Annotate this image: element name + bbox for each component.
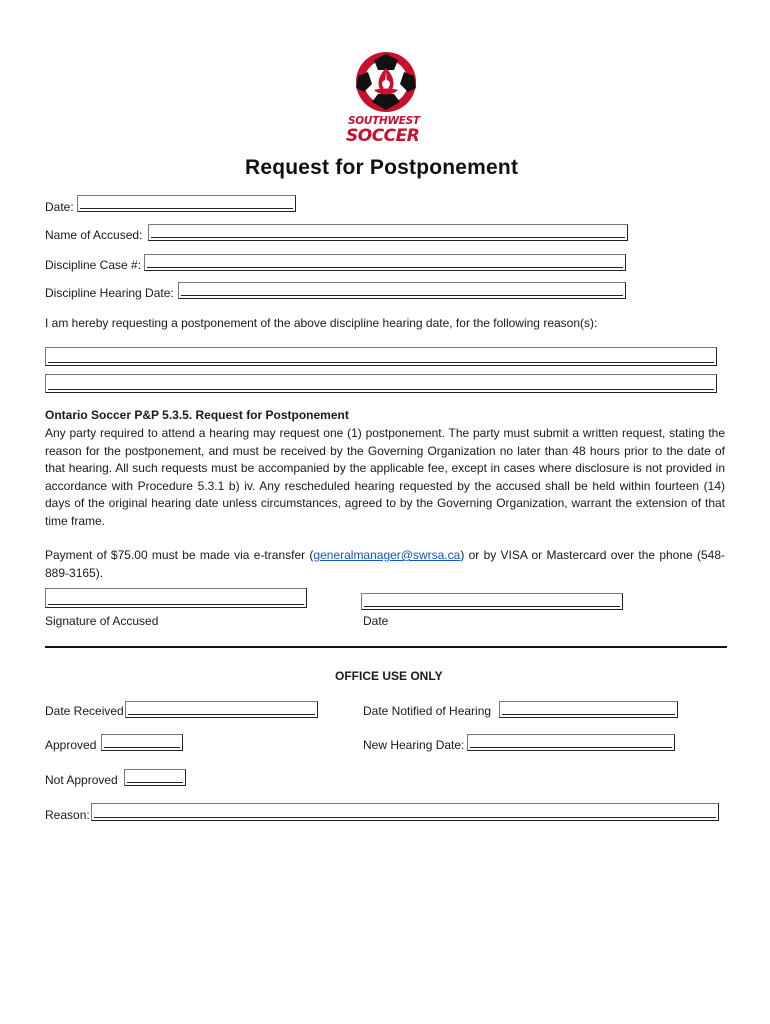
signature-date-field[interactable] — [361, 593, 623, 610]
payment-email-link[interactable]: generalmanager@swrsa.ca — [313, 548, 461, 562]
office-reason-field[interactable] — [91, 803, 719, 821]
hearing-date-label: Discipline Hearing Date: — [45, 286, 174, 300]
discipline-case-label: Discipline Case #: — [45, 258, 142, 272]
new-hearing-date-field[interactable] — [467, 734, 675, 751]
payment-prefix: Payment of $75.00 must be made via e-transfer ( — [45, 548, 314, 562]
payment-suffix: ) or by VISA or Mastercard over the phone (548-889-3165). — [45, 548, 726, 580]
signature-label: Signature of Accused — [45, 614, 159, 628]
office-reason-label: Reason: — [45, 808, 90, 822]
section-divider — [45, 646, 727, 648]
date-received-label: Date Received — [45, 704, 124, 718]
request-statement: I am hereby requesting a postponement of the above discipline hearing date, for the following reason(s): — [45, 316, 598, 330]
new-hearing-date-label: New Hearing Date: — [363, 738, 465, 752]
reason-line-1[interactable] — [45, 347, 717, 366]
signature-date-label: Date — [363, 614, 389, 628]
office-use-heading: OFFICE USE ONLY — [335, 669, 443, 683]
date-notified-label: Date Notified of Hearing — [363, 704, 492, 718]
date-label: Date: — [45, 200, 74, 214]
not-approved-label: Not Approved — [45, 773, 118, 787]
accused-name-label: Name of Accused: — [45, 228, 143, 242]
soccer-ball-trillium-icon — [338, 46, 434, 118]
accused-name-field[interactable] — [148, 224, 628, 241]
not-approved-field[interactable] — [124, 769, 186, 786]
logo-line1: SOUTHWEST — [348, 115, 420, 127]
policy-heading: Ontario Soccer P&P 5.3.5. Request for Postponement — [45, 408, 349, 422]
logo-line2: SOCCER — [346, 126, 420, 146]
approved-field[interactable] — [101, 734, 183, 751]
page-title: Request for Postponement — [245, 156, 519, 179]
reason-line-2[interactable] — [45, 374, 717, 393]
signature-field[interactable] — [45, 588, 307, 608]
date-received-field[interactable] — [125, 701, 318, 718]
date-notified-field[interactable] — [499, 701, 678, 718]
southwest-soccer-logo — [338, 46, 434, 146]
policy-body: Any party required to attend a hearing may request one (1) postponement. The party must submit a written request, stating the reason for the postponement, and must be received by the Governing Organization no later than 48 hours prior to the date of that hearing. All such requests must be accompanied by the applicable fee, except in cases where disclosure is not provided in accordance with Procedure 5.3.1 b) iv. Any rescheduled hearing requested by the accused shall be held within fourteen (14) days of the original hearing date unless circumstances, agreed to by the Governing Organization, warrant the extension of that time frame. — [45, 426, 725, 528]
payment-note — [45, 547, 725, 582]
discipline-case-field[interactable] — [144, 254, 626, 271]
approved-label: Approved — [45, 738, 97, 752]
hearing-date-field[interactable] — [178, 282, 626, 299]
date-field[interactable] — [77, 195, 296, 212]
